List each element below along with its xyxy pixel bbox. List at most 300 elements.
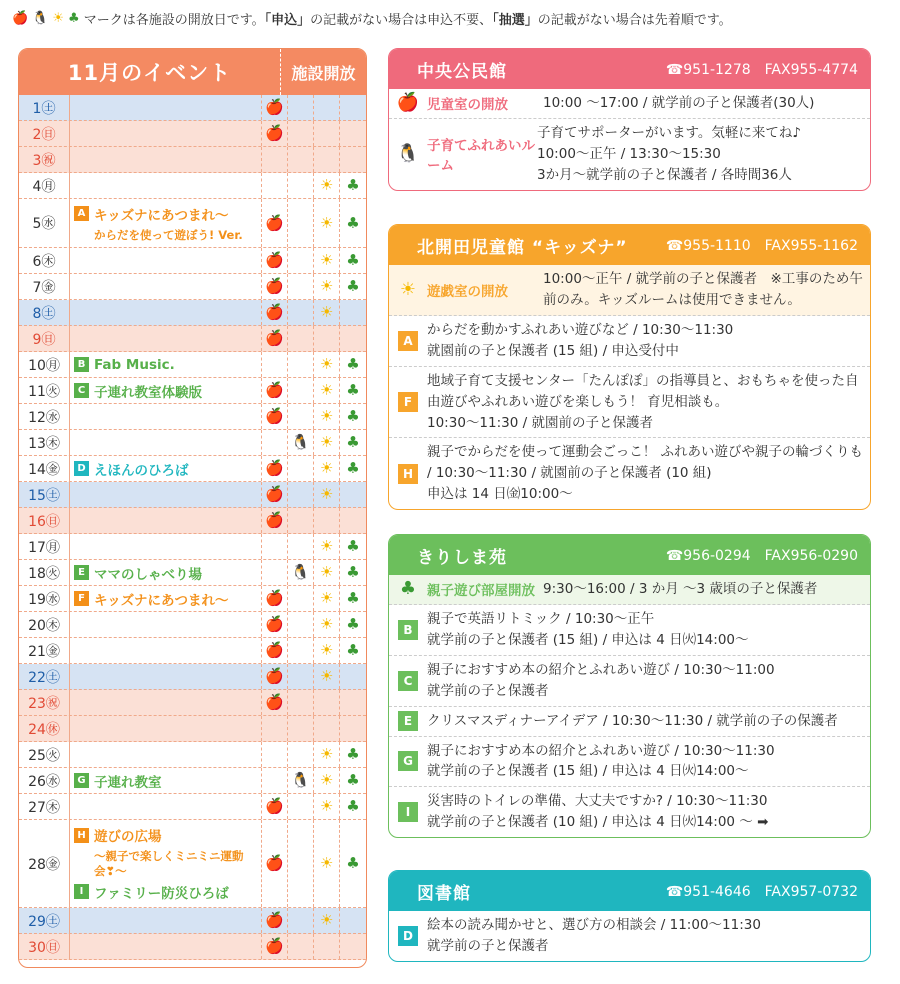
facility-cell — [288, 121, 314, 146]
facility-cell — [262, 586, 288, 611]
facility-cell — [262, 820, 288, 907]
panel-header — [389, 535, 870, 575]
date-cell: 30㊐ — [19, 934, 70, 959]
event-cell — [70, 586, 262, 611]
facility-cell — [288, 794, 314, 819]
facility-cell — [262, 482, 288, 507]
facility-cell — [262, 147, 288, 172]
panel-header — [389, 871, 870, 911]
event-letter-badge: I — [398, 802, 418, 822]
apple-icon: 🍎 — [265, 407, 284, 425]
apple-icon: 🍎 — [265, 381, 284, 399]
event-cell — [70, 612, 262, 637]
row-marker — [389, 620, 427, 640]
event-item — [74, 563, 261, 583]
program-details: 10:00〜正午 / 就学前の子と保護者 ※工事のため午前のみ。キッズルームは使用できません。 — [543, 271, 863, 308]
event-cell — [70, 534, 262, 559]
sun-icon: ☀ — [319, 537, 334, 555]
facility-cell — [288, 300, 314, 325]
header-note — [12, 6, 892, 30]
event-title: Fab Music. — [94, 356, 175, 373]
calendar-row — [19, 173, 366, 199]
facility-cell — [262, 638, 288, 663]
facility-cell — [288, 404, 314, 429]
facility-cell — [340, 908, 366, 933]
apple-icon: 🍎 — [12, 10, 29, 26]
note-lottery: 「抽選」 — [492, 12, 538, 28]
apple-icon: 🍎 — [265, 615, 284, 633]
facility-cell — [314, 934, 340, 959]
facility-cell — [288, 274, 314, 299]
facility-cell — [314, 742, 340, 767]
sun-icon: ☀ — [319, 459, 334, 477]
event-cell — [70, 638, 262, 663]
facility-cell — [288, 352, 314, 377]
apple-icon: 🍎 — [265, 937, 284, 955]
panel-row — [389, 737, 870, 788]
facility-cell — [314, 482, 340, 507]
date-cell: 8㊏ — [19, 300, 70, 325]
event-letter-badge: C — [74, 383, 89, 398]
date-cell: 14㊎ — [19, 456, 70, 481]
sun-icon: ☀ — [319, 303, 334, 321]
facility-cell — [262, 352, 288, 377]
facility-cell — [340, 482, 366, 507]
facility-cell — [288, 742, 314, 767]
event-cell — [70, 716, 262, 741]
kids-panel — [388, 224, 871, 510]
event-subtitle: からだを使って遊ぼう! Ver. — [94, 227, 243, 242]
clover-icon: ♣ — [346, 433, 360, 451]
event-cell — [70, 482, 262, 507]
facility-cell — [288, 95, 314, 120]
facility-cell — [288, 716, 314, 741]
sun-icon: ☀ — [319, 641, 334, 659]
facility-cell — [288, 560, 314, 585]
note-text-3: の記載がない場合は先着順です。 — [537, 12, 732, 28]
facility-cell — [262, 456, 288, 481]
date-cell: 12㊌ — [19, 404, 70, 429]
program-details: 親子でからだを使って運動会ごっこ！ ふれあい遊びや親子の輪づくりも / 10:30〜11:30 / 就園前の子と保護者 (10 組) 申込は 14 日㈮10:00〜 — [427, 444, 864, 503]
penguin-icon: 🐧 — [291, 563, 310, 581]
row-marker — [389, 580, 427, 598]
program-label: 親子遊び部屋開放 — [427, 583, 535, 600]
penguin-icon: 🐧 — [32, 10, 49, 26]
facility-cell — [340, 456, 366, 481]
facility-phone: ☎951-4646 FAX957-0732 — [665, 884, 858, 900]
event-letter-badge: B — [398, 620, 418, 640]
facility-cell — [340, 560, 366, 585]
apple-icon: 🍎 — [265, 329, 284, 347]
panel-row — [389, 707, 870, 737]
event-title: キッズナにあつまれ〜 — [94, 592, 229, 609]
facility-cell — [314, 560, 340, 585]
event-letter-badge: D — [74, 461, 89, 476]
apple-icon: 🍎 — [265, 693, 284, 711]
sun-icon: ☀ — [319, 485, 334, 503]
date-cell: 16㊐ — [19, 508, 70, 533]
facility-cell — [288, 326, 314, 351]
date-cell: 22㊏ — [19, 664, 70, 689]
row-marker — [389, 331, 427, 351]
apple-icon: 🍎 — [265, 485, 284, 503]
event-letter-badge: H — [74, 828, 89, 843]
facility-cell — [288, 534, 314, 559]
event-title: ファミリー防災ひろば — [94, 885, 229, 902]
facility-cell — [314, 95, 340, 120]
event-item — [74, 771, 261, 791]
event-title: えほんのひろば — [94, 462, 189, 479]
program-details: 災害時のトイレの準備、大丈夫ですか? / 10:30〜11:30 就学前の子と保護者 (10 組) / 申込は 4 日㈫14:00 〜 ➡ — [427, 793, 769, 831]
sun-icon: ☀ — [319, 667, 334, 685]
clover-icon: ♣ — [346, 251, 360, 269]
event-cell — [70, 768, 262, 793]
facility-cell — [288, 820, 314, 907]
facility-cell — [340, 300, 366, 325]
facility-phone: ☎951-1278 FAX955-4774 — [665, 62, 858, 78]
facility-cell — [262, 908, 288, 933]
facility-cell — [340, 121, 366, 146]
row-marker — [389, 802, 427, 822]
apple-icon: 🍎 — [265, 303, 284, 321]
calendar-row — [19, 534, 366, 560]
facility-cell — [262, 768, 288, 793]
event-cell — [70, 934, 262, 959]
calendar-row — [19, 352, 366, 378]
penguin-icon: 🐧 — [291, 433, 310, 451]
event-cell — [70, 300, 262, 325]
facility-cell — [340, 147, 366, 172]
calendar-row — [19, 586, 366, 612]
facility-cell — [262, 534, 288, 559]
facility-cell — [288, 482, 314, 507]
facility-name: 北開田児童館 “キッズナ” — [417, 237, 628, 258]
program-details: からだを動かすふれあい遊びなど / 10:30〜11:30 就園前の子と保護者 (15 組) / 申込受付中 — [427, 321, 734, 359]
event-letter-badge: F — [74, 591, 89, 606]
facility-cell — [340, 742, 366, 767]
event-letter-badge: G — [74, 773, 89, 788]
facility-cell — [288, 638, 314, 663]
facility-cell — [288, 430, 314, 455]
program-details: 10:00 〜17:00 / 就学前の子と保護者(30人) — [543, 95, 815, 111]
calendar-row — [19, 199, 366, 248]
library-panel — [388, 870, 871, 962]
facility-cell — [314, 274, 340, 299]
sun-icon: ☀ — [399, 278, 417, 300]
sun-icon: ☀ — [319, 213, 334, 232]
date-cell: 6㊍ — [19, 248, 70, 273]
date-cell: 19㊌ — [19, 586, 70, 611]
apple-icon: 🍎 — [265, 641, 284, 659]
note-text-2: の記載がない場合は申込不要、 — [310, 12, 493, 28]
event-cell — [70, 274, 262, 299]
event-item — [74, 825, 261, 845]
facility-cell — [340, 934, 366, 959]
program-details: 9:30〜16:00 / 3 か月 〜3 歳頃の子と保護者 — [543, 581, 818, 597]
event-letter-badge: F — [398, 392, 418, 412]
facility-cell — [340, 508, 366, 533]
calendar-row — [19, 690, 366, 716]
row-marker — [389, 392, 427, 412]
facility-cell — [340, 638, 366, 663]
facility-cell — [314, 456, 340, 481]
facility-cell — [340, 274, 366, 299]
calendar-row — [19, 612, 366, 638]
facility-cell — [340, 404, 366, 429]
clover-icon: ♣ — [346, 176, 360, 194]
date-cell: 24㊡ — [19, 716, 70, 741]
row-marker — [389, 145, 427, 163]
calendar-row — [19, 378, 366, 404]
calendar-header — [19, 49, 366, 95]
calendar-row — [19, 482, 366, 508]
clover-icon: ♣ — [346, 854, 360, 872]
program-details: 子育てサポーターがいます。気軽に来てね♪ 10:00〜正午 / 13:30〜15:30 3か月〜就学前の子と保護者 / 各時間36人 — [537, 124, 802, 183]
row-marker — [389, 671, 427, 691]
clover-icon: ♣ — [346, 407, 360, 425]
event-letter-badge: D — [398, 926, 418, 946]
calendar-row — [19, 638, 366, 664]
sun-icon: ☀ — [319, 251, 334, 269]
event-cell — [70, 820, 262, 907]
sun-icon: ☀ — [319, 563, 334, 581]
date-cell: 11㊋ — [19, 378, 70, 403]
event-title: 子連れ教室体験版 — [94, 384, 202, 401]
date-cell: 10㊊ — [19, 352, 70, 377]
facility-cell — [340, 690, 366, 715]
date-cell: 5㊌ — [19, 199, 70, 247]
calendar-row — [19, 456, 366, 482]
event-title: ママのしゃべり場 — [94, 566, 202, 583]
program-details: クリスマスディナーアイデア / 10:30〜11:30 / 就学前の子の保護者 — [427, 712, 838, 729]
date-cell: 17㊊ — [19, 534, 70, 559]
date-cell: 15㊏ — [19, 482, 70, 507]
calendar-row — [19, 908, 366, 934]
event-cell — [70, 173, 262, 198]
note-apply: 「申込」 — [264, 12, 311, 28]
event-letter-badge: E — [398, 711, 418, 731]
apple-icon: 🍎 — [396, 92, 420, 114]
date-cell: 25㊋ — [19, 742, 70, 767]
panel-row — [389, 367, 870, 439]
kirishima-panel — [388, 534, 871, 838]
sun-icon: ☀ — [319, 911, 334, 929]
clover-icon: ♣ — [346, 213, 360, 232]
facility-cell — [314, 378, 340, 403]
event-title: 子連れ教室 — [94, 774, 162, 791]
facility-cell — [288, 586, 314, 611]
event-letter-badge: A — [398, 331, 418, 351]
facility-cell — [340, 586, 366, 611]
facility-cell — [340, 612, 366, 637]
apple-icon: 🍎 — [265, 911, 284, 929]
facility-cell — [340, 95, 366, 120]
program-label: 遊戯室の開放 — [427, 283, 508, 300]
facility-phone: ☎956-0294 FAX956-0290 — [665, 548, 858, 564]
facility-cell — [288, 248, 314, 273]
panel-row — [389, 438, 870, 509]
sun-icon: ☀ — [319, 176, 334, 194]
panel-row — [389, 787, 870, 837]
facility-cell — [262, 934, 288, 959]
facility-cell — [262, 378, 288, 403]
event-cell — [70, 508, 262, 533]
facility-cell — [262, 121, 288, 146]
event-letter-badge: E — [74, 565, 89, 580]
facility-cell — [314, 508, 340, 533]
facility-cell — [262, 430, 288, 455]
facility-cell — [314, 586, 340, 611]
calendar-row — [19, 404, 366, 430]
event-item — [74, 589, 261, 609]
facility-cell — [288, 199, 314, 247]
clover-icon: ♣ — [399, 578, 417, 600]
event-letter-badge: A — [74, 206, 89, 221]
clover-icon: ♣ — [346, 771, 360, 789]
event-calendar — [18, 48, 367, 968]
date-cell: 7㊎ — [19, 274, 70, 299]
row-marker — [389, 711, 427, 731]
clover-icon: ♣ — [346, 355, 360, 373]
row-marker — [389, 751, 427, 771]
event-cell — [70, 560, 262, 585]
panel-row — [389, 605, 870, 656]
facility-cell — [288, 664, 314, 689]
apple-icon: 🍎 — [265, 667, 284, 685]
sun-icon: ☀ — [319, 277, 334, 295]
event-title: キッズナにあつまれ〜 — [94, 207, 229, 224]
event-cell — [70, 690, 262, 715]
clover-icon: ♣ — [346, 745, 360, 763]
facility-cell — [314, 352, 340, 377]
facility-cell — [314, 612, 340, 637]
facility-phone: ☎955-1110 FAX955-1162 — [665, 238, 858, 254]
calendar-row — [19, 300, 366, 326]
clover-icon: ♣ — [68, 10, 80, 26]
facility-cell — [340, 820, 366, 907]
apple-icon: 🍎 — [265, 797, 284, 815]
date-cell: 27㊍ — [19, 794, 70, 819]
program-details: 絵本の読み聞かせと、選び方の相談会 / 11:00〜11:30 就学前の子と保護者 — [427, 917, 761, 954]
event-cell — [70, 908, 262, 933]
apple-icon: 🍎 — [265, 98, 284, 116]
calendar-row — [19, 794, 366, 820]
facility-cell — [262, 664, 288, 689]
event-cell — [70, 95, 262, 120]
panel-row — [389, 89, 870, 119]
facility-cell — [288, 378, 314, 403]
facility-cell — [262, 690, 288, 715]
penguin-icon: 🐧 — [396, 143, 420, 165]
row-marker — [389, 278, 427, 300]
facility-cell — [262, 560, 288, 585]
facility-cell — [262, 274, 288, 299]
event-cell — [70, 794, 262, 819]
event-cell — [70, 248, 262, 273]
chuo-panel — [388, 48, 871, 191]
calendar-row — [19, 934, 366, 960]
facility-cell — [262, 248, 288, 273]
facility-cell — [314, 121, 340, 146]
facility-cell — [262, 716, 288, 741]
clover-icon: ♣ — [346, 381, 360, 399]
facility-cell — [340, 768, 366, 793]
date-cell: 28㊎ — [19, 820, 70, 907]
calendar-row — [19, 508, 366, 534]
clover-icon: ♣ — [346, 563, 360, 581]
sun-icon: ☀ — [319, 433, 334, 451]
event-letter-badge: H — [398, 464, 418, 484]
facility-cell — [314, 326, 340, 351]
facility-cell — [288, 173, 314, 198]
clover-icon: ♣ — [346, 641, 360, 659]
facility-cell — [288, 768, 314, 793]
event-cell — [70, 326, 262, 351]
apple-icon: 🍎 — [265, 459, 284, 477]
sun-icon: ☀ — [52, 10, 65, 26]
calendar-row — [19, 430, 366, 456]
event-cell — [70, 664, 262, 689]
event-letter-badge: I — [74, 884, 89, 899]
facility-cell — [288, 456, 314, 481]
facility-name: 中央公民館 — [417, 61, 507, 82]
sun-icon: ☀ — [319, 854, 334, 872]
clover-icon: ♣ — [346, 615, 360, 633]
calendar-row — [19, 768, 366, 794]
facility-cell — [314, 768, 340, 793]
event-item — [74, 381, 261, 401]
facility-cell — [314, 147, 340, 172]
clover-icon: ♣ — [346, 277, 360, 295]
row-marker — [389, 464, 427, 484]
facility-cell — [288, 908, 314, 933]
event-cell — [70, 121, 262, 146]
panel-row — [389, 316, 870, 367]
event-item — [74, 204, 261, 224]
facility-cell — [314, 794, 340, 819]
calendar-row — [19, 274, 366, 300]
calendar-title: 11月のイベント — [19, 49, 281, 95]
facility-cell — [262, 508, 288, 533]
event-cell — [70, 742, 262, 767]
calendar-row — [19, 248, 366, 274]
apple-icon: 🍎 — [265, 124, 284, 142]
apple-icon: 🍎 — [265, 213, 284, 232]
event-cell — [70, 199, 262, 247]
facility-cell — [262, 794, 288, 819]
sun-icon: ☀ — [319, 589, 334, 607]
clover-icon: ♣ — [346, 537, 360, 555]
facility-cell — [314, 716, 340, 741]
program-details: 親子におすすめ本の紹介とふれあい遊び / 10:30〜11:30 就学前の子と保護者 (15 組) / 申込は 4 日㈫14:00〜 — [427, 742, 775, 780]
facility-cell — [262, 612, 288, 637]
calendar-row — [19, 326, 366, 352]
sun-icon: ☀ — [319, 355, 334, 373]
facility-cell — [314, 534, 340, 559]
facility-cell — [288, 508, 314, 533]
program-label: 子育てふれあいルーム — [427, 138, 535, 175]
facility-name: きりしま苑 — [417, 547, 507, 568]
panel-row — [389, 575, 870, 605]
date-cell: 13㊍ — [19, 430, 70, 455]
facility-header: 施設開放 — [291, 63, 356, 83]
facility-cell — [262, 173, 288, 198]
event-cell — [70, 352, 262, 377]
calendar-row — [19, 560, 366, 586]
event-cell — [70, 456, 262, 481]
event-cell — [70, 378, 262, 403]
event-letter-badge: G — [398, 751, 418, 771]
